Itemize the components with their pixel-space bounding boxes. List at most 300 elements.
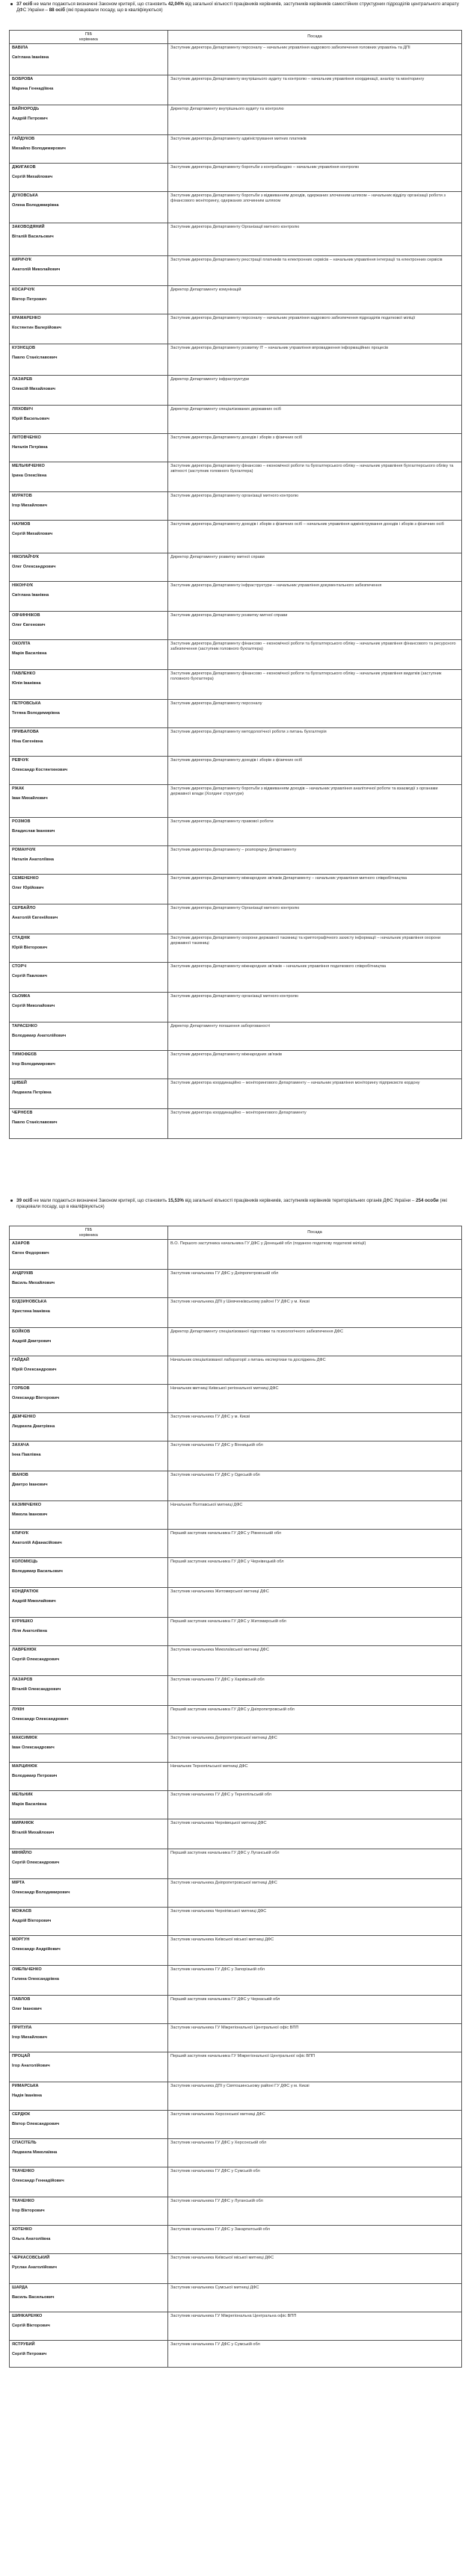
position-cell: Заступник начальника Дніпропетровської митниці ДФС	[168, 1879, 462, 1908]
bullet2-count2: 254 особи	[416, 1198, 439, 1203]
employee-name-cell	[10, 406, 168, 434]
employee-name-cell	[10, 1996, 168, 2024]
surname: ЛИТОВЧЕНКО	[12, 435, 41, 440]
position-cell: Директор Департаменту внутрішнього аудиту та контролю	[168, 105, 462, 135]
position-cell: Заступник директора Департаменту боротьби з контрабандою – начальник управління контролю	[168, 164, 462, 192]
table-row	[10, 434, 462, 462]
employee-name-cell	[10, 612, 168, 640]
given-names: Владислав Іванович	[12, 828, 55, 834]
table-territorial-bodies	[9, 1226, 462, 2368]
given-names: Світлана Іванівна	[12, 592, 49, 598]
table-row	[10, 1530, 462, 1558]
column-header-position: Посада	[168, 31, 462, 44]
surname: ДУХОВСЬКА	[12, 193, 38, 198]
position-cell: Заступник начальника Київської міської митниці ДФС	[168, 1936, 462, 1966]
employee-name-cell	[10, 1022, 168, 1051]
surname: РОЗМОВ	[12, 819, 31, 824]
employee-name-cell	[10, 223, 168, 256]
position-cell: Директор Департаменту розвитку митної справи	[168, 553, 462, 582]
bullet1-pct: 42,04%	[167, 1, 184, 7]
employee-name-cell	[10, 1908, 168, 1936]
bullet2-pct: 15,53%	[167, 1198, 184, 1203]
employee-name-cell	[10, 344, 168, 376]
surname: ЛЯХОВИЧ	[12, 406, 33, 412]
position-cell: Заступник начальника Чернігівської митниці ДФС	[168, 1908, 462, 1936]
table-row	[10, 344, 462, 376]
table-row	[10, 192, 462, 223]
position-cell: Заступник директора Департаменту реєстрації платників та електронних сервісів – начальник управління інтеграції та електронних сервісів	[168, 256, 462, 286]
position-cell: Заступник директора Департаменту організації митного контролю	[168, 993, 462, 1022]
table-row	[10, 2197, 462, 2226]
given-names: Сергій Олександрович	[12, 1657, 60, 1662]
employee-name-cell	[10, 553, 168, 582]
table-row	[10, 462, 462, 492]
employee-name-cell	[10, 875, 168, 904]
given-names: Олег Олександрович	[12, 564, 56, 569]
table-row	[10, 1588, 462, 1618]
employee-name-cell	[10, 1413, 168, 1441]
employee-name-cell	[10, 492, 168, 521]
position-cell: Заступник начальника Житомирської митниці ДФС	[168, 1588, 462, 1618]
position-cell: Заступник начальника Херсонської митниці ДФС	[168, 2111, 462, 2139]
employee-name-cell	[10, 1501, 168, 1530]
position-cell: Заступник директора Департаменту персоналу – начальник управління кадрового забезпечення головних управлінь та ДПІ	[168, 44, 462, 75]
employee-name-cell	[10, 2341, 168, 2368]
surname: ЧЕРКАСОВСЬКИЙ	[12, 2255, 50, 2260]
surname: ОКОЛІТА	[12, 641, 31, 646]
given-names: Олена Володимирівна	[12, 202, 59, 208]
position-cell: Заступник директора Департаменту правової роботи	[168, 818, 462, 846]
table-row	[10, 1908, 462, 1936]
surname: ДЕМЧЕНКО	[12, 1414, 36, 1419]
given-names: Василь Васильович	[12, 2294, 55, 2300]
given-names: Павло Станіславович	[12, 1120, 58, 1125]
given-names: Микола Іванович	[12, 1512, 48, 1517]
position-cell: Заступник начальника Київської міської митниці ДФС	[168, 2254, 462, 2284]
surname: ЗАХАЧА	[12, 1442, 29, 1447]
given-names: Сергій Олександрович	[12, 1860, 60, 1865]
surname: ЧЕРНЄЄВ	[12, 1110, 33, 1115]
position-cell: Заступник директора Департаменту фінансово – економічної роботи та бухгалтерського обліку – начальник управління видатків (заступник головного бухгалтера)	[168, 670, 462, 700]
given-names: Іван Михайлович	[12, 795, 48, 801]
given-names: Інна Павлівна	[12, 1452, 41, 1457]
employee-name-cell	[10, 846, 168, 875]
table-row	[10, 2111, 462, 2139]
employee-name-cell	[10, 670, 168, 700]
employee-name-cell	[10, 434, 168, 462]
employee-name-cell	[10, 1109, 168, 1139]
position-cell: Заступник директора Департаменту персоналу – начальник управління кадрового забезпечення підрозділів податкової міліції	[168, 314, 462, 344]
table-row	[10, 993, 462, 1022]
given-names: Андрій Вікторович	[12, 1918, 52, 1923]
employee-name-cell	[10, 963, 168, 993]
position-cell: Перший заступник начальника ГУ ДФС у Дніпропетровській обл	[168, 1706, 462, 1734]
table-row	[10, 963, 462, 993]
position-cell: Перший заступник начальника ГУ ДФС у Черкаській обл	[168, 1996, 462, 2024]
table-row	[10, 1298, 462, 1328]
given-names: Анатолій Афанасійович	[12, 1540, 62, 1545]
given-names: Олег Євгенович	[12, 622, 46, 627]
given-names: Ліля Анатоліївна	[12, 1628, 47, 1633]
given-names: Анатолій Євгенійович	[12, 915, 58, 920]
employee-name-cell	[10, 904, 168, 934]
surname: МОРГУН	[12, 1937, 30, 1942]
employee-name-cell	[10, 1763, 168, 1791]
position-cell: Заступник директора Департаменту міжнародних зв'язків	[168, 1051, 462, 1079]
table-row	[10, 728, 462, 757]
bullet1-count: 37 осіб	[16, 1, 33, 7]
table-row	[10, 1646, 462, 1676]
surname: МІНЯЙЛО	[12, 1850, 32, 1855]
table-row	[10, 875, 462, 904]
given-names: Ніна Євгенівна	[12, 739, 43, 744]
position-cell: В.О. Першого заступника начальника ГУ ДФС у Донецькій обл (поданою податкову податкові міліції)	[168, 1240, 462, 1270]
given-names: Олег Іванович	[12, 2006, 42, 2011]
table-row	[10, 1558, 462, 1588]
employee-name-cell	[10, 164, 168, 192]
table-row	[10, 1109, 462, 1139]
position-cell: Заступник начальника ДПІ у Святошинському районі ГУ ДФС у м. Києві	[168, 2082, 462, 2111]
given-names: Євген Федорович	[12, 1250, 49, 1256]
position-cell: Заступник директора Департаменту організації митного контролю	[168, 492, 462, 521]
surname: ПРИТУЛА	[12, 2025, 32, 2030]
position-cell: Заступник директора Департаменту розвитку ІТ – начальник управління впровадження інформаційних процесів	[168, 344, 462, 376]
given-names: Ігор Михайлович	[12, 503, 47, 508]
position-cell: Заступник директора Департаменту доходів і зборів з фізичних осіб	[168, 757, 462, 785]
given-names: Сергій Михайлович	[12, 531, 53, 536]
given-names: Марія Василівна	[12, 651, 47, 656]
table-row	[10, 904, 462, 934]
surname: КОСАРЧУК	[12, 287, 35, 292]
surname: ПАВЛЕНКО	[12, 671, 36, 676]
employee-name-cell	[10, 75, 168, 105]
surname: ЛАЗАРЕВ	[12, 376, 33, 382]
position-cell: Заступник директора Департаменту методологічної роботи з питань бухгалтерія	[168, 728, 462, 757]
surname: БОЙКОВ	[12, 1329, 31, 1334]
surname: СЕМЕНЕНКО	[12, 875, 39, 881]
table-row	[10, 521, 462, 553]
table-row	[10, 2167, 462, 2197]
table-row	[10, 1879, 462, 1908]
given-names: Андрій Петрович	[12, 116, 48, 121]
position-cell: Начальник спеціалізованої лабораторії з питань експертизи та досліджень ДФС	[168, 1356, 462, 1385]
employee-name-cell	[10, 1676, 168, 1706]
position-cell: Заступник директора Департаменту боротьби з відмиванням доходів – начальник управління аналітичної роботи та взаємодії з органами державної влади (Холдинг структури)	[168, 785, 462, 818]
employee-name-cell	[10, 135, 168, 164]
employee-name-cell	[10, 2312, 168, 2341]
surname: МЕЛЬНИЧЕНКО	[12, 463, 45, 468]
position-cell: Заступник начальника ГУ ДФС у Луганській обл	[168, 2197, 462, 2226]
table-row	[10, 75, 462, 105]
surname: ВАВІЛА	[12, 45, 28, 50]
given-names: Віктор Олександрович	[12, 2121, 60, 2126]
position-cell: Директор Департаменту погашення заборгованості	[168, 1022, 462, 1051]
table-row	[10, 1706, 462, 1734]
position-cell: Заступник директора Департаменту міжнародних зв'язків – начальник управління податкового співробітництва	[168, 963, 462, 993]
table-row	[10, 1270, 462, 1298]
given-names: Олександр Костянтинович	[12, 767, 68, 772]
given-names: Юрій Олександрович	[12, 1367, 57, 1372]
table-row	[10, 1356, 462, 1385]
given-names: Галина Олександрівна	[12, 1976, 59, 1981]
intro-bullet-2	[16, 1198, 462, 1211]
employee-name-cell	[10, 2111, 168, 2139]
table-row	[10, 1385, 462, 1413]
table-header	[10, 31, 462, 44]
surname: ЛАЗАРЄВ	[12, 1677, 33, 1682]
given-names: Людмила Миколаївна	[12, 2150, 58, 2155]
table-row	[10, 757, 462, 785]
employee-name-cell	[10, 1879, 168, 1908]
surname: АЗАРОВ	[12, 1241, 30, 1246]
employee-name-cell	[10, 1328, 168, 1356]
surname: ПРИБАЛОВА	[12, 729, 39, 734]
given-names: Людмила Дмитрівна	[12, 1424, 55, 1429]
surname: ЛУКІН	[12, 1707, 25, 1712]
employee-name-cell	[10, 192, 168, 223]
employee-name-cell	[10, 1270, 168, 1298]
surname: ЛАВРЕНЮК	[12, 1647, 37, 1652]
surname: МАКСИМЮК	[12, 1735, 37, 1740]
surname: ВАЙНОРОДЬ	[12, 106, 40, 111]
employee-name-cell	[10, 2024, 168, 2052]
table-row	[10, 1996, 462, 2024]
table-row	[10, 2341, 462, 2368]
table-row	[10, 256, 462, 286]
employee-name-cell	[10, 728, 168, 757]
surname: НІКОЛАЙЧУК	[12, 554, 40, 559]
surname: ПЕТРОВСЬКА	[12, 701, 41, 706]
given-names: Володимир Петрович	[12, 1773, 58, 1778]
table-row	[10, 223, 462, 256]
intro-bullet-1	[16, 1, 462, 14]
position-cell: Заступник директора Департаменту доходів і зборів з фізичних осіб	[168, 434, 462, 462]
position-cell: Заступник начальника ГУ Міжрегіональна Центральна офіс ВПП	[168, 2312, 462, 2341]
employee-name-cell	[10, 2226, 168, 2254]
employee-name-cell	[10, 44, 168, 75]
table-row	[10, 846, 462, 875]
given-names: Володимир Васильович	[12, 1568, 63, 1574]
table-row	[10, 1328, 462, 1356]
employee-name-cell	[10, 1385, 168, 1413]
given-names: Ігор Михайлович	[12, 2035, 47, 2040]
given-names: Віталій Васильович	[12, 234, 54, 239]
employee-name-cell	[10, 1240, 168, 1270]
position-cell: Заступник начальника ГУ ДФС у Вінницькій обл	[168, 1441, 462, 1471]
given-names: Тетяна Володимирівна	[12, 710, 60, 716]
surname: СТОРЧ	[12, 963, 27, 969]
employee-name-cell	[10, 640, 168, 670]
table-row	[10, 44, 462, 75]
surname: СЕРБАЙЛО	[12, 905, 36, 910]
given-names: Христина Іванівна	[12, 1309, 50, 1314]
table-central-apparatus	[9, 30, 462, 1139]
surname: КУЗНЄЦОВ	[12, 345, 36, 350]
surname: АНДРУКІВ	[12, 1270, 34, 1276]
surname: СЕРДЮК	[12, 2111, 31, 2117]
employee-name-cell	[10, 1618, 168, 1646]
bullet2-text2: від загальної кількості працівників керівників, заступників керівників територіальних органів ДФС України –	[185, 1198, 415, 1203]
position-cell: Заступник начальника ГУ ДФС у Сумській обл	[168, 2341, 462, 2368]
position-cell: Заступник начальника ГУ ДФС у Дніпропетровській обл	[168, 1270, 462, 1298]
surname: СТАДНІК	[12, 935, 31, 940]
bullet1-text1: не мали подаються визначені Законом критерії, що становить	[34, 1, 167, 7]
employee-name-cell	[10, 700, 168, 728]
table-row	[10, 1022, 462, 1051]
employee-name-cell	[10, 1356, 168, 1385]
employee-name-cell	[10, 105, 168, 135]
position-cell: Заступник начальника ГУ ДФС у Херсонській обл	[168, 2139, 462, 2167]
employee-name-cell	[10, 1646, 168, 1676]
surname: КУРИШКО	[12, 1618, 34, 1624]
table-row	[10, 1763, 462, 1791]
position-cell: Заступник директора Департаменту доходів і зборів з фізичних осіб – начальник управління адміністрування доходів і зборів з фізичних осіб	[168, 521, 462, 553]
employee-name-cell	[10, 582, 168, 612]
given-names: Олександр Геннадійович	[12, 2178, 64, 2183]
surname: МЕЛЬНИК	[12, 1792, 33, 1797]
position-cell: Директор Департаменту спеціалізованих державних осіб	[168, 406, 462, 434]
given-names: Олег Юрійович	[12, 885, 44, 890]
table-row	[10, 1819, 462, 1849]
position-cell: Заступник директора Департаменту міжнародних зв'язків Департаменту – начальник управління митного співробітництва	[168, 875, 462, 904]
given-names: Василь Михайлович	[12, 1280, 55, 1285]
surname: ШИНКАРЕНКО	[12, 2313, 43, 2318]
surname: МАРЦИНЮК	[12, 1763, 37, 1769]
table-row	[10, 2226, 462, 2254]
surname: ТКАЧЕНКО	[12, 2168, 34, 2173]
surname: КИРИЧУК	[12, 257, 32, 262]
table-row	[10, 1676, 462, 1706]
employee-name-cell	[10, 1530, 168, 1558]
position-cell: Заступник директора Департаменту фінансово – економічної роботи та бухгалтерського обліку – начальник управління бухгалтерського обліку та звітності (заступник головного бухгалтера)	[168, 462, 462, 492]
table-row	[10, 1240, 462, 1270]
given-names: Олександр Вікторович	[12, 1395, 60, 1400]
table-row	[10, 2312, 462, 2341]
surname: СПАСІТЕЛЬ	[12, 2140, 37, 2145]
surname: СЬОМКА	[12, 993, 31, 999]
position-cell: Заступник директора Департаменту фінансово – економічної роботи та бухгалтерського обліку – начальник управління фінансового та ресурсного забезпечення (заступник головного бухгалтера)	[168, 640, 462, 670]
position-cell: Перший заступник начальника ГУ Міжрегіональної Центральної офіс ВПП	[168, 2052, 462, 2082]
employee-name-cell	[10, 2197, 168, 2226]
table-row	[10, 492, 462, 521]
given-names: Сергій Петрович	[12, 2351, 47, 2356]
surname: РОМАНЧУК	[12, 847, 36, 852]
employee-name-cell	[10, 376, 168, 406]
table-header	[10, 1226, 462, 1240]
surname: КРАМАРЕНКО	[12, 315, 41, 320]
table-row	[10, 934, 462, 963]
surname: ПРОЦАЙ	[12, 2053, 31, 2058]
position-cell: Заступник директора Департаменту боротьби з відмиванням доходів, одержаних злочинним шляхом – начальник відділу організації роботи з фінансового моніторингу, одержаних злочинним шляхом	[168, 192, 462, 223]
given-names: Віталій Михайлович	[12, 1830, 55, 1835]
given-names: Сергій Михайлович	[12, 174, 53, 179]
surname: ЗАКОВОДЯНИЙ	[12, 224, 45, 229]
position-cell: Заступник директора Департаменту розвитку митної справи	[168, 612, 462, 640]
given-names: Олександр Олександрович	[12, 1716, 69, 1722]
given-names: Іван Олександрович	[12, 1745, 55, 1750]
surname: МУРАТОВ	[12, 493, 32, 498]
employee-name-cell	[10, 2254, 168, 2284]
position-cell: Заступник начальника Дніпропетровської митниці ДФС	[168, 1734, 462, 1763]
table-row	[10, 2284, 462, 2312]
position-cell: Заступник директора координаційно – моніторингового Департаменту – начальник управління моніторингу підприємств кордону	[168, 1079, 462, 1109]
employee-name-cell	[10, 462, 168, 492]
position-cell: Заступник директора Департаменту охорони державної таємниці та криптографічного захисту інформації – начальник управління охорони державної таємниці	[168, 934, 462, 963]
bullet2-text1: не мали подаються визначені Законом критерії, що становить	[34, 1198, 167, 1203]
position-cell: Заступник начальника ГУ ДФС у Харківській обл	[168, 1676, 462, 1706]
position-cell: Заступник начальника ГУ ДФС у Запорізькій обл	[168, 1966, 462, 1996]
given-names: Олексій Михайлович	[12, 386, 56, 391]
employee-name-cell	[10, 818, 168, 846]
surname: ІВАНОВ	[12, 1472, 28, 1477]
table-row	[10, 406, 462, 434]
table-row	[10, 785, 462, 818]
position-cell: Заступник начальника ГУ ДФС у м. Києві	[168, 1413, 462, 1441]
table-row	[10, 1966, 462, 1996]
employee-name-cell	[10, 1791, 168, 1819]
table-row	[10, 1849, 462, 1879]
bullet1-text2: від загальної кількості працівників керівників, заступників керівників самостійних структурних підрозділів центрального апарату ДФС України –	[16, 1, 459, 13]
position-cell: Заступник начальника Миколаївської митниці ДФС	[168, 1646, 462, 1676]
surname: ЯСТРУБИЙ	[12, 2341, 35, 2347]
position-cell: Заступник начальника ГУ ДФС у Сумській обл	[168, 2167, 462, 2197]
given-names: Сергій Павлович	[12, 973, 47, 978]
table-row	[10, 286, 462, 314]
position-cell: Заступник директора Департаменту внутрішнього аудиту та контролю – начальник управління координації, аналізу та моніторингу	[168, 75, 462, 105]
table-row	[10, 640, 462, 670]
given-names: Анатолій Миколайович	[12, 267, 61, 272]
table-row	[10, 1413, 462, 1441]
table-row	[10, 818, 462, 846]
surname: ХОТЕНКО	[12, 2226, 32, 2232]
bullet2-text3: (які працювали посаду, що в кваліфікуються)	[16, 1198, 447, 1210]
position-cell: Заступник директора Департаменту персоналу	[168, 700, 462, 728]
given-names: Михайло Володимирович	[12, 146, 66, 151]
position-cell: Заступник начальника ГУ ДФС у Тернопільській обл	[168, 1791, 462, 1819]
position-cell: Заступник директора Департаменту адміністрування митних платежів	[168, 135, 462, 164]
table-row	[10, 314, 462, 344]
position-cell: Заступник директора Департаменту Організації митного контролю	[168, 223, 462, 256]
employee-name-cell	[10, 1966, 168, 1996]
employee-name-cell	[10, 1936, 168, 1966]
given-names: Ольга Анатоліївна	[12, 2236, 51, 2241]
given-names: Володимир Анатолійович	[12, 1033, 67, 1038]
table-row	[10, 105, 462, 135]
given-names: Ірина Олексіївна	[12, 473, 47, 478]
given-names: Дмитро Іванович	[12, 1482, 48, 1487]
position-cell: Начальник митниці Київської регіональної митниці ДФС	[168, 1385, 462, 1413]
employee-name-cell	[10, 2139, 168, 2167]
table-row	[10, 1791, 462, 1819]
employee-name-cell	[10, 521, 168, 553]
given-names: Юрій Вікторович	[12, 945, 48, 950]
position-cell: Перший заступник начальника ГУ ДФС у Чернівецькій обл	[168, 1558, 462, 1588]
table-row	[10, 2254, 462, 2284]
surname: РЖАК	[12, 786, 25, 791]
table-row	[10, 2052, 462, 2082]
position-cell: Заступник начальника Чернівецької митниці ДФС	[168, 1819, 462, 1849]
position-cell: Заступник директора Департаменту Організації митного контролю	[168, 904, 462, 934]
surname: КЛИЧУК	[12, 1530, 29, 1536]
surname: ПАВЛОВ	[12, 1996, 31, 2002]
surname: МОЖАЄВ	[12, 1908, 32, 1914]
surname: РЕВЧУК	[12, 757, 29, 763]
position-cell: Заступник директора Департаменту інфраструктури – начальник управління документального забезпечення	[168, 582, 462, 612]
surname: ТАРАСЕНКО	[12, 1023, 37, 1028]
given-names: Світлана Іванівна	[12, 55, 49, 60]
given-names: Ігор Володимирович	[12, 1061, 55, 1067]
given-names: Сергій Миколайович	[12, 1003, 55, 1008]
